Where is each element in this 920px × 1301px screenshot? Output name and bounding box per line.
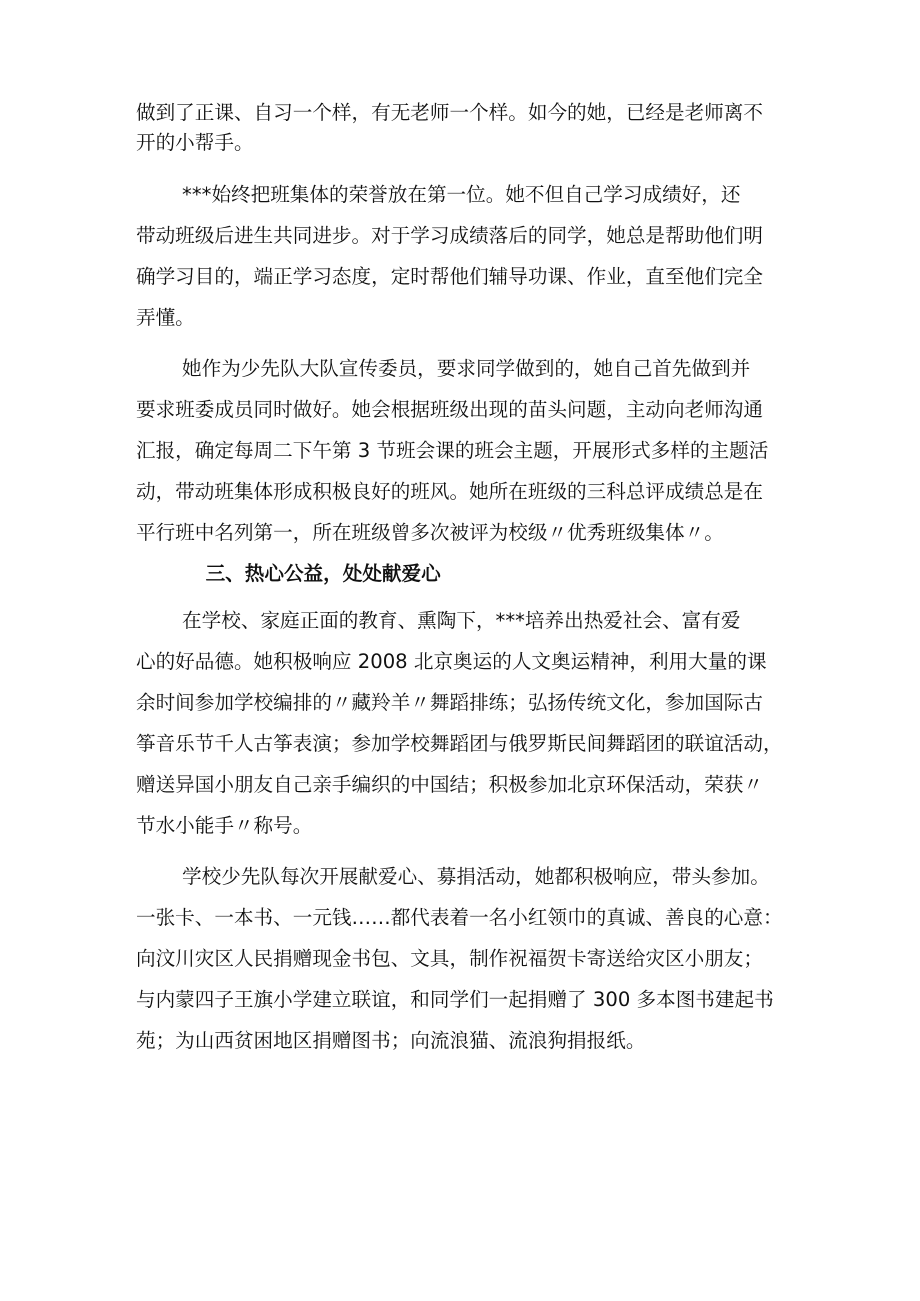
text-line: 她作为少先队大队宣传委员，要求同学做到的，她自己首先做到并 [182, 357, 751, 380]
text-line: 学校少先队每次开展献爱心、募捐活动，她都积极响应，带头参加。 [182, 865, 770, 888]
text-line: 平行班中名列第一，所在班级曾多次被评为校级〃优秀班级集体〃。 [136, 521, 724, 544]
text-line: ***始终把班集体的荣誉放在第一位。她不但自己学习成绩好，还 [182, 183, 741, 206]
paragraph-publicity-committee [136, 348, 796, 553]
text-line: 与内蒙四子王旗小学建立联谊，和同学们一起捐赠了 300 多本图书建起书 [136, 988, 774, 1011]
text-line: 确学习目的，端正学习态度，定时帮他们辅导功课、作业，直至他们完全 [136, 265, 763, 288]
text-line: 动，带动班集体形成积极良好的班风。她所在班级的三科总评成绩总是在 [136, 480, 763, 503]
section-heading [136, 553, 796, 594]
paragraph-donations [136, 856, 796, 1061]
text-line: 做到了正课、自习一个样，有无老师一个样。如今的她，已经是老师离不 [136, 101, 763, 124]
paragraph-public-welfare [136, 600, 796, 846]
text-line: 筝音乐节千人古筝表演；参加学校舞蹈团与俄罗斯民间舞蹈团的联谊活动， [136, 732, 783, 755]
text-line: 在学校、家庭正面的教育、熏陶下，***培养出热爱社会、富有爱 [182, 609, 741, 632]
text-line: 汇报，确定每周二下午第 3 节班会课的班会主题，开展形式多样的主题活 [136, 439, 769, 462]
text-line: 带动班级后进生共同进步。对于学习成绩落后的同学，她总是帮助他们明 [136, 224, 763, 247]
text-line: 余时间参加学校编排的〃藏羚羊〃舞蹈排练；弘扬传统文化，参加国际古 [136, 691, 763, 714]
text-line: 心的好品德。她积极响应 2008 北京奥运的人文奥运精神，利用大量的课 [136, 650, 767, 673]
text-line: 一张卡、一本书、一元钱……都代表着一名小红领巾的真诚、善良的心意： [136, 906, 783, 929]
text-line: 苑；为山西贫困地区捐赠图书；向流浪猫、流浪狗捐报纸。 [136, 1029, 646, 1052]
text-line: 节水小能手〃称号。 [136, 814, 313, 837]
section-heading-text: 三、热心公益，处处献爱心 [205, 562, 441, 585]
text-line: 弄懂。 [136, 306, 195, 329]
paragraph-continuation [136, 98, 796, 158]
document-body [136, 98, 796, 1061]
paragraph-class-honor [136, 174, 796, 338]
text-line: 赠送异国小朋友自己亲手编织的中国结；积极参加北京环保活动，荣获〃 [136, 773, 763, 796]
text-line: 开的小帮手。 [136, 131, 254, 154]
text-line: 向汶川灾区人民捐赠现金书包、文具，制作祝福贺卡寄送给灾区小朋友； [136, 947, 763, 970]
text-line: 要求班委成员同时做好。她会根据班级出现的苗头问题，主动向老师沟通 [136, 398, 763, 421]
